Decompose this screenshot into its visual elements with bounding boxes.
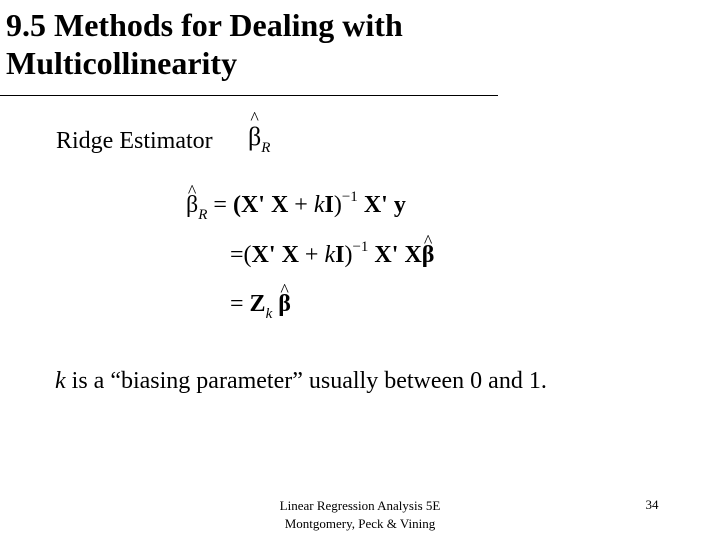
matrix-x: X bbox=[374, 242, 392, 268]
beta-hat-r-symbol bbox=[248, 122, 282, 162]
inverse-exponent: −1 bbox=[352, 239, 369, 255]
identity-matrix: I bbox=[335, 242, 345, 268]
footer-line-1: Linear Regression Analysis 5E bbox=[279, 498, 441, 513]
beta-glyph: β bbox=[421, 242, 435, 268]
slide-title bbox=[6, 6, 403, 82]
transpose-mark: ' bbox=[268, 242, 276, 268]
equals-sign: = bbox=[230, 242, 244, 268]
close-paren: ) bbox=[344, 242, 353, 268]
note-text: is a “biasing parameter” usually between 0 and 1. bbox=[65, 368, 547, 394]
open-paren: ( bbox=[232, 192, 241, 218]
beta-glyph: β bbox=[278, 291, 291, 317]
footer-citation bbox=[260, 497, 460, 533]
biasing-parameter-note bbox=[55, 368, 547, 395]
equals-sign: = bbox=[230, 291, 244, 317]
open-paren: ( bbox=[243, 242, 252, 268]
vector-y: y bbox=[393, 192, 406, 218]
matrix-x: X bbox=[251, 242, 269, 268]
plus-sign: + bbox=[304, 242, 319, 268]
equals-sign: = bbox=[213, 192, 227, 218]
matrix-x: X bbox=[240, 192, 259, 218]
plus-sign: + bbox=[294, 192, 308, 218]
beta-hat bbox=[422, 240, 435, 270]
k-variable: k bbox=[324, 242, 336, 268]
beta-glyph: β bbox=[186, 192, 199, 218]
footer-line-2: Montgomery, Peck & Vining bbox=[284, 516, 436, 531]
beta-subscript: R bbox=[198, 207, 208, 223]
title-line-1: 9.5 Methods for Dealing with bbox=[6, 7, 403, 43]
matrix-x: X bbox=[404, 242, 422, 268]
k-variable: k bbox=[55, 368, 66, 394]
beta-hat bbox=[278, 289, 291, 319]
inverse-exponent: −1 bbox=[341, 189, 358, 205]
equation-line-2 bbox=[230, 240, 434, 270]
beta-glyph: β bbox=[248, 122, 262, 151]
transpose-mark: ' bbox=[258, 192, 265, 218]
ridge-estimator-label: Ridge Estimator bbox=[56, 128, 213, 154]
matrix-x: X bbox=[363, 192, 382, 218]
matrix-z: Z bbox=[249, 291, 266, 317]
k-variable: k bbox=[313, 192, 325, 218]
transpose-mark: ' bbox=[391, 242, 399, 268]
beta-hat bbox=[248, 122, 261, 152]
title-line-2: Multicollinearity bbox=[6, 45, 238, 81]
page-number: 34 bbox=[645, 497, 659, 512]
z-subscript-k: k bbox=[265, 306, 273, 322]
equation-line-1 bbox=[186, 189, 406, 223]
beta-subscript: R bbox=[261, 140, 271, 156]
title-underline bbox=[0, 95, 498, 96]
matrix-x: X bbox=[281, 242, 299, 268]
close-paren: ) bbox=[333, 192, 342, 218]
beta-hat bbox=[186, 190, 198, 220]
transpose-mark: ' bbox=[381, 192, 388, 218]
identity-matrix: I bbox=[324, 192, 334, 218]
matrix-x: X bbox=[270, 192, 289, 218]
equation-line-3 bbox=[230, 289, 291, 322]
